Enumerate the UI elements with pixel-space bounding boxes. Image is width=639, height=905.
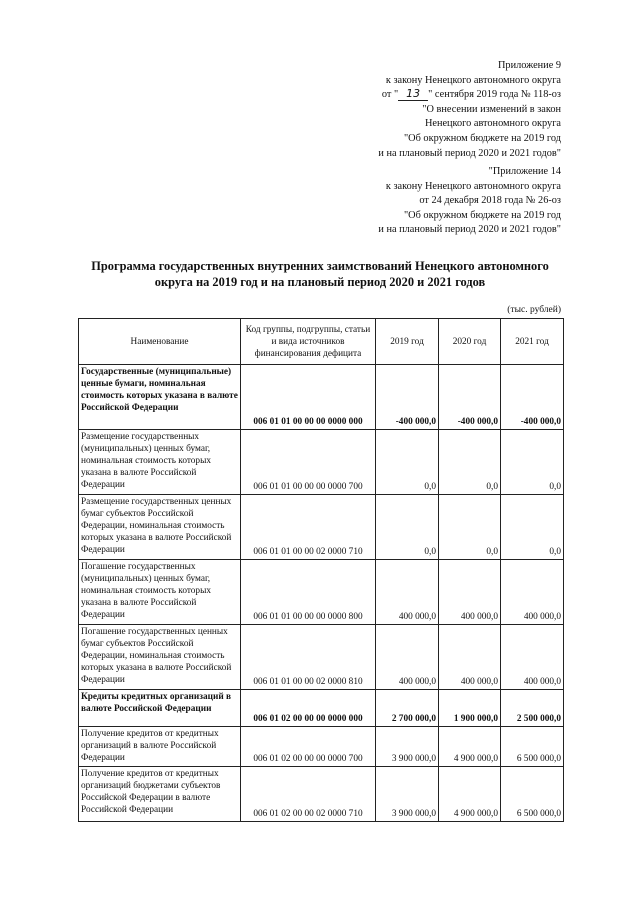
table-row — [79, 430, 564, 495]
header-code: Код группы, подгруппы, статьи и вида источников финансирования дефицита — [241, 319, 376, 365]
appendix-14-line: и на плановый период 2020 и 2021 годов" — [378, 224, 561, 236]
row-name: Получение кредитов от кредитных организаций в валюте Российской Федерации — [79, 727, 241, 767]
appendix-9-line: к закону Ненецкого автономного округа — [385, 74, 561, 86]
row-code: 006 01 02 00 00 02 0000 710 — [241, 767, 376, 822]
row-2021: 6 500 000,0 — [501, 727, 564, 767]
appendix-9-date-line — [378, 88, 561, 103]
table-header-row — [79, 319, 564, 365]
row-2021: 6 500 000,0 — [501, 767, 564, 822]
row-2019: 3 900 000,0 — [376, 727, 439, 767]
row-2019: 3 900 000,0 — [376, 767, 439, 822]
row-2021: 0,0 — [501, 495, 564, 560]
row-name: Размещение государственных (муниципальных) ценных бумаг, номинальная стоимость которых указана в валюте Российской Федерации — [79, 430, 241, 495]
table-row — [79, 560, 564, 625]
row-2020: -400 000,0 — [439, 365, 501, 430]
row-name: Получение кредитов от кредитных организаций бюджетами субъектов Российской Федерации в валюте Российской Федерации — [79, 767, 241, 822]
title-line: округа на 2019 год и на плановый период 2020 и 2021 годов — [154, 275, 486, 289]
document-title — [60, 258, 580, 290]
row-code: 006 01 01 00 00 02 0000 710 — [241, 495, 376, 560]
date-suffix: " сентября 2019 года № 118-оз — [428, 89, 561, 101]
row-2021: 400 000,0 — [501, 625, 564, 690]
appendix-14-header — [378, 165, 561, 238]
row-code: 006 01 02 00 00 00 0000 700 — [241, 727, 376, 767]
appendix-14-line: к закону Ненецкого автономного округа — [385, 180, 561, 192]
appendix-9-line: и на плановый период 2020 и 2021 годов" — [378, 147, 561, 159]
row-name: Кредиты кредитных организаций в валюте Российской Федерации — [79, 690, 241, 727]
row-2019: 400 000,0 — [376, 625, 439, 690]
appendix-14-line: "Приложение 14 — [488, 166, 561, 177]
date-prefix: от " — [381, 89, 399, 101]
row-2019: 2 700 000,0 — [376, 690, 439, 727]
row-name: Погашение государственных ценных бумаг субъектов Российской Федерации, номинальная стоимость которых указана в валюте Российской Федерации — [79, 625, 241, 690]
row-code: 006 01 01 00 00 00 0000 000 — [241, 365, 376, 430]
table-row — [79, 727, 564, 767]
row-2020: 0,0 — [439, 495, 501, 560]
handwritten-day: 13 — [398, 88, 428, 101]
appendix-9-header — [378, 59, 561, 161]
row-code: 006 01 02 00 00 00 0000 000 — [241, 690, 376, 727]
row-name: Погашение государственных (муниципальных) ценных бумаг, номинальная стоимость которых указана в валюте Российской Федерации — [79, 560, 241, 625]
row-2020: 400 000,0 — [439, 625, 501, 690]
header-2019: 2019 год — [376, 319, 439, 365]
header-name: Наименование — [79, 319, 241, 365]
row-2020: 4 900 000,0 — [439, 767, 501, 822]
row-code: 006 01 01 00 00 00 0000 700 — [241, 430, 376, 495]
title-line: Программа государственных внутренних заимствований Ненецкого автономного — [91, 259, 549, 273]
row-2020: 0,0 — [439, 430, 501, 495]
table-row — [79, 767, 564, 822]
row-2019: 400 000,0 — [376, 560, 439, 625]
row-name: Размещение государственных ценных бумаг субъектов Российской Федерации, номинальная стоимость которых указана в валюте Российской Федерации — [79, 495, 241, 560]
row-code: 006 01 01 00 00 02 0000 810 — [241, 625, 376, 690]
row-2019: 0,0 — [376, 495, 439, 560]
row-2021: 400 000,0 — [501, 560, 564, 625]
appendix-9-line: "О внесении изменений в закон — [422, 103, 561, 115]
row-2019: -400 000,0 — [376, 365, 439, 430]
table-row — [79, 365, 564, 430]
appendix-9-line: Приложение 9 — [498, 60, 561, 71]
table-row — [79, 690, 564, 727]
appendix-14-line: "Об окружном бюджете на 2019 год — [403, 209, 561, 221]
table-row — [79, 625, 564, 690]
borrowing-program-table — [78, 318, 564, 822]
table-row — [79, 495, 564, 560]
header-2021: 2021 год — [501, 319, 564, 365]
header-2020: 2020 год — [439, 319, 501, 365]
row-2020: 4 900 000,0 — [439, 727, 501, 767]
units-label: (тыс. рублей) — [507, 305, 561, 315]
row-name: Государственные (муниципальные) ценные бумаги, номинальная стоимость которых указана в валюте Российской Федерации — [79, 365, 241, 430]
row-2020: 1 900 000,0 — [439, 690, 501, 727]
row-2020: 400 000,0 — [439, 560, 501, 625]
row-code: 006 01 01 00 00 00 0000 800 — [241, 560, 376, 625]
row-2019: 0,0 — [376, 430, 439, 495]
appendix-14-line: от 24 декабря 2018 года № 26-оз — [419, 195, 561, 207]
row-2021: -400 000,0 — [501, 365, 564, 430]
row-2021: 2 500 000,0 — [501, 690, 564, 727]
appendix-9-line: Ненецкого автономного округа — [424, 118, 561, 130]
appendix-9-line: "Об окружном бюджете на 2019 год — [403, 132, 561, 144]
row-2021: 0,0 — [501, 430, 564, 495]
